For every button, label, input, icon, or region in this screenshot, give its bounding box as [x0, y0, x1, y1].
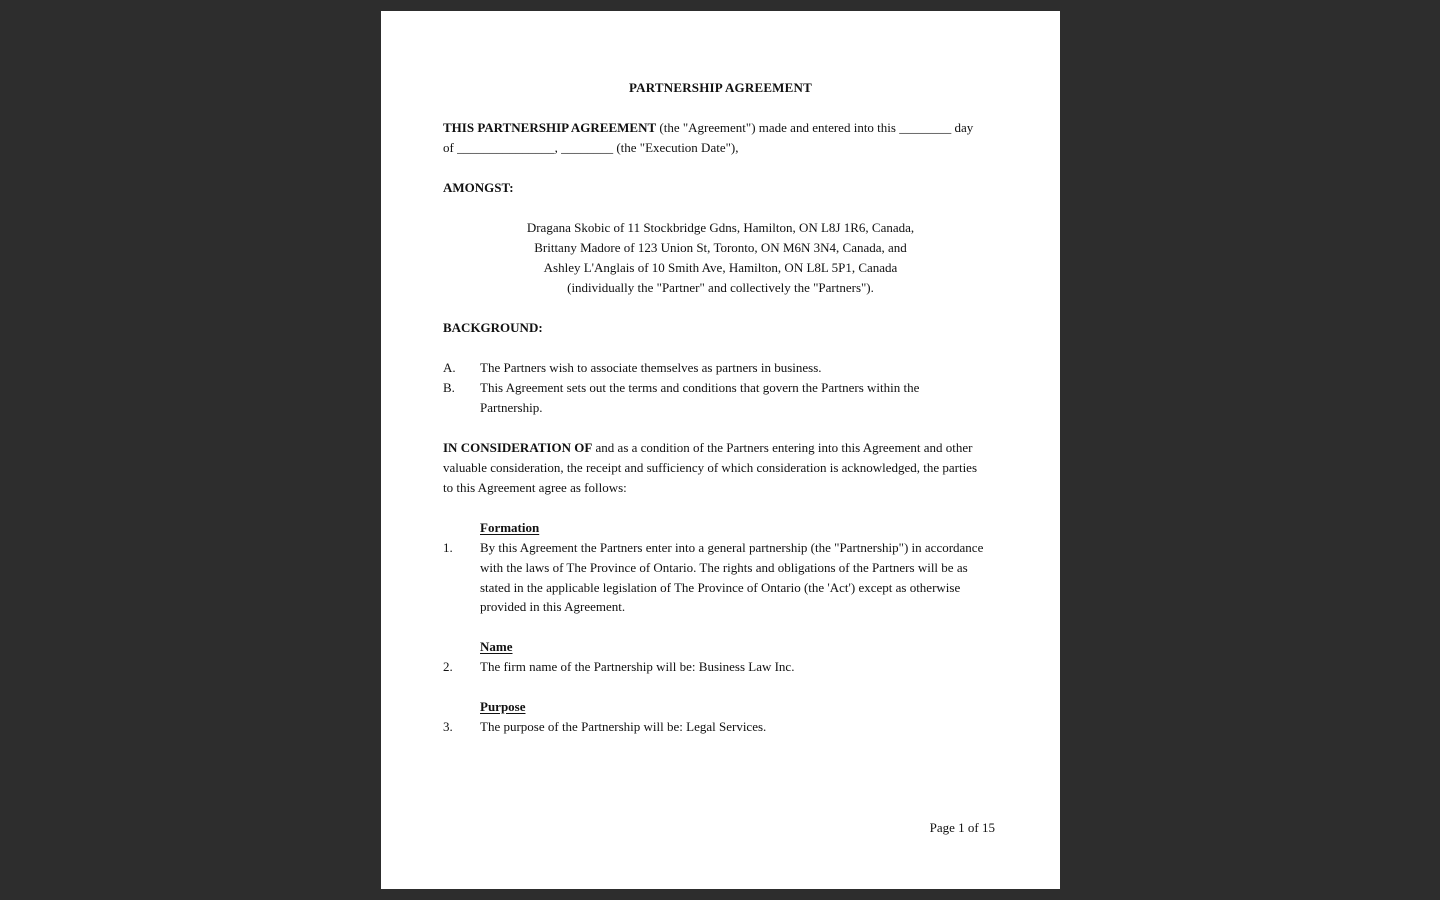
background-marker-b: B. [443, 380, 455, 395]
consideration-line-1 [443, 439, 972, 457]
page-number: Page 1 of 15 [929, 820, 995, 835]
party-line-3: Ashley L'Anglais of 10 Smith Ave, Hamilton, ON L8L 5P1, Canada [543, 260, 898, 275]
background-item-a-line-1: The Partners wish to associate themselves as partners in business. [480, 360, 822, 375]
consideration-line-1-text: and as a condition of the Partners entering into this Agreement and other [592, 440, 973, 455]
section-number-3: 3. [443, 719, 453, 734]
intro-line-2: of _______________, ________ (the "Execution Date"), [443, 140, 739, 155]
amongst-heading: AMONGST: [443, 180, 514, 195]
intro-line-1 [443, 119, 973, 137]
section-2-line-1: The firm name of the Partnership will be: Business Law Inc. [480, 659, 795, 674]
party-line-1: Dragana Skobic of 11 Stockbridge Gdns, Hamilton, ON L8J 1R6, Canada, [526, 220, 915, 235]
section-1-line-1: By this Agreement the Partners enter into a general partnership (the "Partnership") in accordance [480, 540, 984, 555]
section-1-line-2: with the laws of The Province of Ontario. The rights and obligations of the Partners will be as [480, 560, 968, 575]
section-3-line-1: The purpose of the Partnership will be: Legal Services. [480, 719, 767, 734]
consideration-bold-lead: IN CONSIDERATION OF [443, 440, 593, 455]
section-1-line-3: stated in the applicable legislation of The Province of Ontario (the 'Act') except as otherwise [480, 580, 961, 595]
intro-line-1-text: (the "Agreement") made and entered into this ________ day [656, 120, 974, 135]
intro-bold-lead: THIS PARTNERSHIP AGREEMENT [443, 120, 657, 135]
party-line-4: (individually the "Partner" and collectively the "Partners"). [567, 280, 874, 295]
section-number-2: 2. [443, 659, 453, 674]
section-heading-purpose: Purpose [480, 699, 526, 714]
section-1-line-4: provided in this Agreement. [480, 599, 626, 614]
background-heading: BACKGROUND: [443, 320, 543, 335]
consideration-line-2: valuable consideration, the receipt and sufficiency of which consideration is acknowledged, the parties [443, 460, 978, 475]
document-page [381, 11, 1060, 889]
background-marker-a: A. [443, 360, 456, 375]
section-heading-formation: Formation [480, 520, 540, 535]
section-heading-name: Name [480, 639, 513, 654]
background-item-b-line-2: Partnership. [480, 400, 543, 415]
document-title: PARTNERSHIP AGREEMENT [628, 80, 812, 95]
background-item-b-line-1: This Agreement sets out the terms and conditions that govern the Partners within the [480, 380, 920, 395]
consideration-line-3: to this Agreement agree as follows: [443, 480, 627, 495]
section-number-1: 1. [443, 540, 453, 555]
party-line-2: Brittany Madore of 123 Union St, Toronto, ON M6N 3N4, Canada, and [534, 240, 907, 255]
